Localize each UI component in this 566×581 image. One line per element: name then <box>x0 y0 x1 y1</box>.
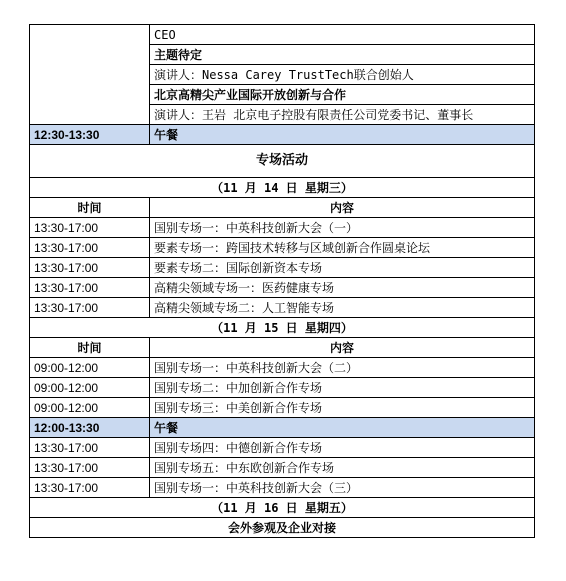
lunch-label: 午餐 <box>150 125 535 145</box>
table-row <box>30 438 535 458</box>
lunch-time: 12:30-13:30 <box>30 125 150 145</box>
header-content: 内容 <box>150 198 535 218</box>
table-row <box>30 25 535 45</box>
day-title-row <box>30 178 535 198</box>
row-content: 国别专场三：中美创新合作专场 <box>150 398 535 418</box>
talk-title: 主题待定 <box>150 45 535 65</box>
row-content: 国别专场一：中英科技创新大会（一） <box>150 218 535 238</box>
table-row <box>30 458 535 478</box>
row-content: 国别专场二：中加创新合作专场 <box>150 378 535 398</box>
table-row <box>30 358 535 378</box>
row-time: 13:30-17:00 <box>30 218 150 238</box>
table-row <box>30 378 535 398</box>
row-content: 要素专场一：跨国技术转移与区域创新合作圆桌论坛 <box>150 238 535 258</box>
header-row <box>30 338 535 358</box>
table-row <box>30 478 535 498</box>
table-row <box>30 518 535 538</box>
table-row <box>30 238 535 258</box>
day-title-row <box>30 498 535 518</box>
table-row <box>30 278 535 298</box>
row-time: 09:00-12:00 <box>30 398 150 418</box>
list-item: CEO <box>150 25 535 45</box>
lunch-row <box>30 125 535 145</box>
row-content: 国别专场五：中东欧创新合作专场 <box>150 458 535 478</box>
row-content: 要素专场二：国际创新资本专场 <box>150 258 535 278</box>
schedule-table <box>29 24 535 538</box>
row-content: 国别专场四：中德创新合作专场 <box>150 438 535 458</box>
empty-time-cell <box>30 25 150 125</box>
talk-speaker: 演讲人：王岩 北京电子控股有限责任公司党委书记、董事长 <box>150 105 535 125</box>
header-time: 时间 <box>30 338 150 358</box>
row-time: 13:30-17:00 <box>30 258 150 278</box>
row-content: 高精尖领域专场一：医药健康专场 <box>150 278 535 298</box>
row-time: 13:30-17:00 <box>30 458 150 478</box>
section-title-row <box>30 145 535 178</box>
day3-activity: 会外参观及企业对接 <box>30 518 535 538</box>
row-time: 13:30-17:00 <box>30 278 150 298</box>
row-time: 13:30-17:00 <box>30 478 150 498</box>
table-row <box>30 398 535 418</box>
row-time: 13:30-17:00 <box>30 238 150 258</box>
talk-speaker: 演讲人：Nessa Carey TrustTech联合创始人 <box>150 65 535 85</box>
day-title: （11 月 14 日 星期三） <box>30 178 535 198</box>
table-row <box>30 258 535 278</box>
header-content: 内容 <box>150 338 535 358</box>
day-title: （11 月 15 日 星期四） <box>30 318 535 338</box>
row-time: 13:30-17:00 <box>30 438 150 458</box>
lunch-label: 午餐 <box>150 418 535 438</box>
row-content: 国别专场一：中英科技创新大会（三） <box>150 478 535 498</box>
day-title: （11 月 16 日 星期五） <box>30 498 535 518</box>
row-time: 13:30-17:00 <box>30 298 150 318</box>
row-content: 高精尖领域专场二：人工智能专场 <box>150 298 535 318</box>
table-row <box>30 298 535 318</box>
talk-title: 北京高精尖产业国际开放创新与合作 <box>150 85 535 105</box>
section-title: 专场活动 <box>30 145 535 178</box>
lunch-time: 12:00-13:30 <box>30 418 150 438</box>
day-title-row <box>30 318 535 338</box>
header-time: 时间 <box>30 198 150 218</box>
table-row <box>30 218 535 238</box>
row-time: 09:00-12:00 <box>30 358 150 378</box>
lunch-row <box>30 418 535 438</box>
row-content: 国别专场一：中英科技创新大会（二） <box>150 358 535 378</box>
header-row <box>30 198 535 218</box>
row-time: 09:00-12:00 <box>30 378 150 398</box>
